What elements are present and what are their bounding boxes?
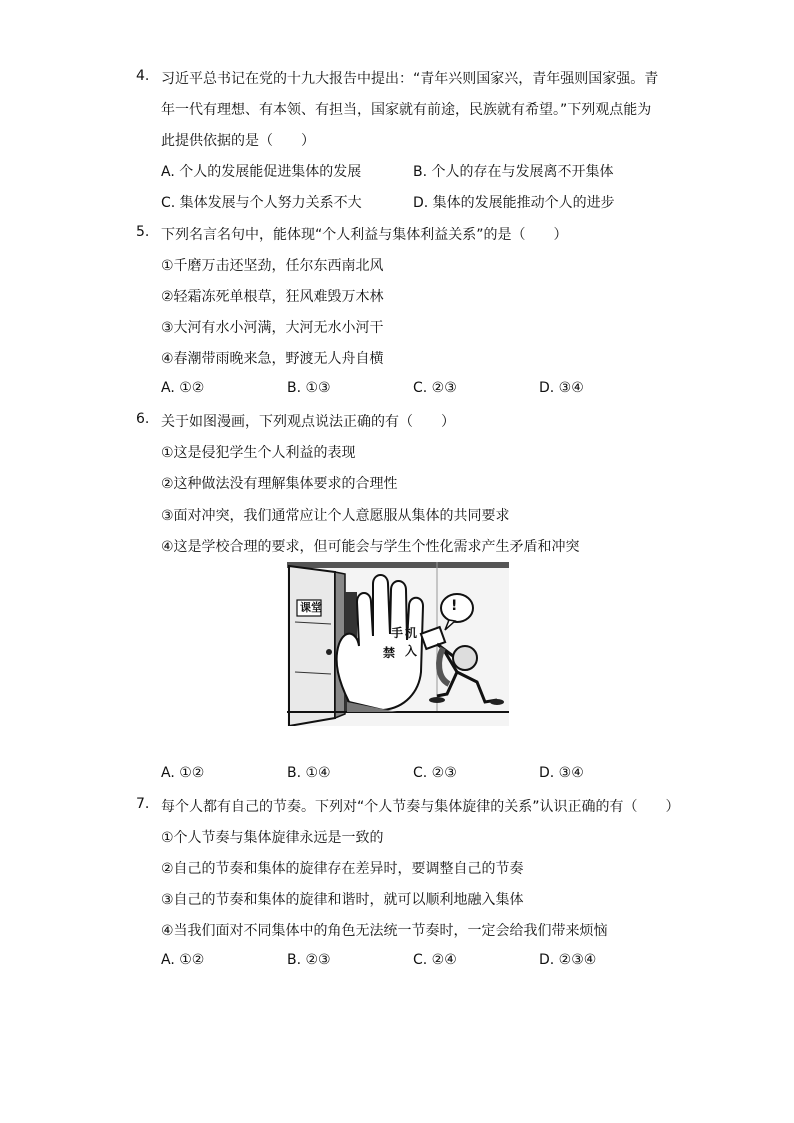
question-7-item-2: ②自己的节奏和集体的旋律存在差异时，要调整自己的节奏	[161, 861, 524, 877]
question-4-stem-line-2: 年一代有理想、有本领、有担当，国家就有前途，民族就有希望。”下列观点能为	[161, 102, 652, 118]
question-6-stem: 关于如图漫画，下列观点说法正确的有（ ）	[161, 414, 455, 430]
cartoon-hand-label-3: 入	[405, 644, 418, 658]
question-6-cartoon	[287, 562, 509, 726]
question-6-option-b: B. ①④	[287, 765, 331, 781]
question-4-option-b: B. 个人的存在与发展离不开集体	[413, 164, 614, 180]
question-6-number: 6.	[136, 411, 150, 427]
cartoon-hand-label-4: 禁	[383, 646, 396, 660]
question-6-item-3: ③面对冲突，我们通常应让个人意愿服从集体的共同要求	[161, 508, 510, 524]
question-5-item-1: ①千磨万击还坚劲，任尔东西南北风	[161, 258, 384, 274]
question-7-option-b: B. ②③	[287, 952, 331, 968]
question-4-stem-line-1: 习近平总书记在党的十九大报告中提出：“青年兴则国家兴，青年强则国家强。青	[161, 71, 659, 87]
question-4-number: 4.	[136, 68, 150, 84]
cartoon-hand-label-2: 机	[405, 626, 418, 640]
question-4-option-a: A. 个人的发展能促进集体的发展	[161, 164, 362, 180]
question-6-option-d: D. ③④	[539, 765, 584, 781]
question-6-option-c: C. ②③	[413, 765, 457, 781]
question-5-option-b: B. ①③	[287, 380, 331, 396]
question-6-item-1: ①这是侵犯学生个人利益的表现	[161, 445, 356, 461]
question-7-option-a: A. ①②	[161, 952, 205, 968]
question-4-stem-line-3: 此提供依据的是（ ）	[161, 133, 315, 149]
question-5-item-3: ③大河有水小河满，大河无水小河干	[161, 320, 384, 336]
question-5-number: 5.	[136, 224, 150, 240]
question-5-option-a: A. ①②	[161, 380, 205, 396]
cartoon-speech-text: !	[451, 598, 458, 614]
cartoon-hand-label-1: 手	[391, 626, 404, 640]
classroom-door-icon	[289, 566, 345, 726]
question-5-item-2: ②轻霜冻死单根草，狂风难毁万木林	[161, 289, 384, 305]
question-6-item-4: ④这是学校合理的要求，但可能会与学生个性化需求产生矛盾和冲突	[161, 539, 580, 555]
question-7-item-1: ①个人节奏与集体旋律永远是一致的	[161, 830, 384, 846]
question-5-option-d: D. ③④	[539, 380, 584, 396]
question-7-number: 7.	[136, 796, 150, 812]
question-7-option-d: D. ②③④	[539, 952, 597, 968]
question-5-option-c: C. ②③	[413, 380, 457, 396]
question-5-stem: 下列名言名句中，能体现“个人利益与集体利益关系”的是（ ）	[161, 227, 568, 243]
question-7-item-4: ④当我们面对不同集体中的角色无法统一节奏时，一定会给我们带来烦恼	[161, 923, 608, 939]
question-5-item-4: ④春潮带雨晚来急，野渡无人舟自横	[161, 351, 384, 367]
question-4-option-c: C. 集体发展与个人努力关系不大	[161, 195, 362, 211]
question-4-option-d: D. 集体的发展能推动个人的进步	[413, 195, 615, 211]
cartoon-door-label: 课堂	[300, 601, 322, 614]
question-6-item-2: ②这种做法没有理解集体要求的合理性	[161, 476, 398, 492]
question-6-option-a: A. ①②	[161, 765, 205, 781]
question-7-stem: 每个人都有自己的节奏。下列对“个人节奏与集体旋律的关系”认识正确的有（ ）	[161, 799, 680, 815]
question-7-option-c: C. ②④	[413, 952, 457, 968]
question-7-item-3: ③自己的节奏和集体的旋律和谐时，就可以顺利地融入集体	[161, 892, 524, 908]
